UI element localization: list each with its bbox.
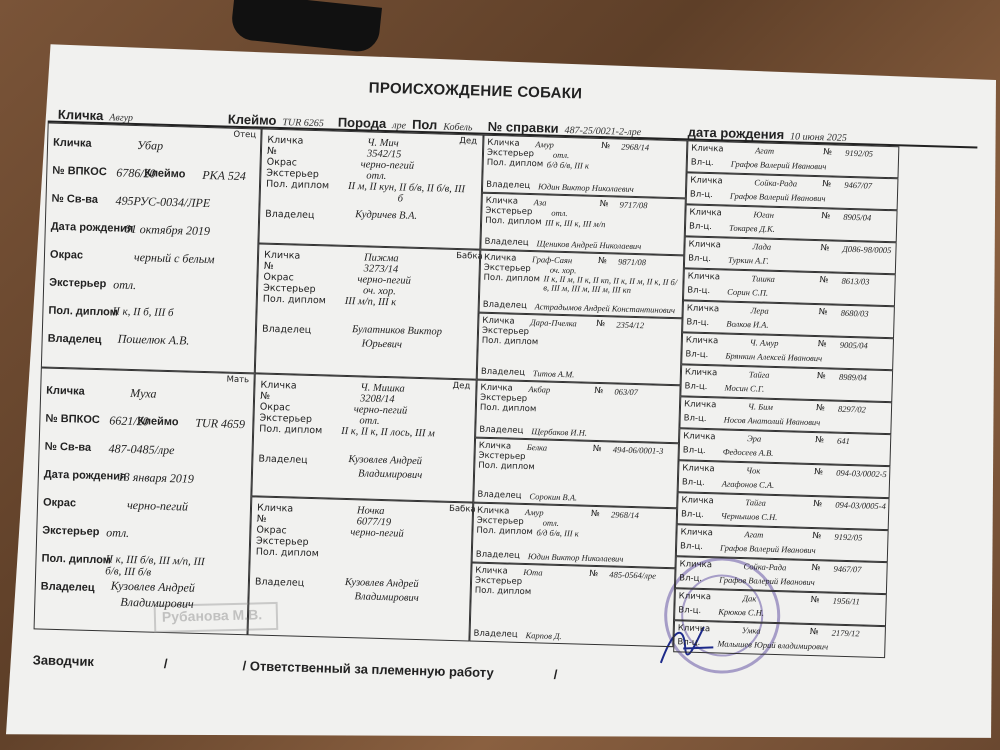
great-grandparent-name-label: Кличка	[487, 137, 520, 149]
great-grandparent-name: Дара-Пчелка	[530, 317, 577, 329]
grandparent-num: 3542/15	[366, 148, 402, 161]
great-grandparent-num: 2968/14	[610, 509, 639, 521]
great-grandparent-name: Белка	[526, 442, 548, 453]
great-grandparent-owner-label: Владелец	[473, 628, 518, 640]
great-grandparent-exterior: оч. хор.	[549, 264, 577, 276]
grandparent-num-label: №	[266, 145, 278, 157]
mother-brand-label: Клеймо	[137, 415, 179, 429]
father-diplomas-label: Пол. диплом	[48, 304, 118, 319]
ancestor-owner: Графов Валерий Иванович	[730, 158, 827, 172]
ancestor-num: 9192/05	[845, 147, 874, 159]
great-grandparent-exterior-label: Экстерьер	[483, 262, 531, 275]
ancestor-owner: Туркин А.Г.	[728, 254, 769, 266]
great-grandparent-owner: Юдин Виктор Николаевич	[527, 551, 624, 564]
ancestor-num: 9192/05	[834, 531, 863, 543]
header-dob: дата рождения 10 июня 2025	[687, 124, 847, 144]
great-grandparent-name: Граф-Саян	[531, 254, 573, 266]
mother-exterior-label: Экстерьер	[42, 524, 100, 539]
great-grandparent-exterior-label: Экстерьер	[481, 325, 530, 338]
great-grandparent-name-label: Кличка	[485, 195, 519, 207]
grandparent-exterior-label: Экстерьер	[263, 282, 316, 296]
great-grandparent-owner: Сорокин В.А.	[529, 491, 578, 503]
footer-breeder: Заводчик /	[32, 652, 168, 672]
ancestor-owner-label: Вл-ц.	[680, 509, 704, 520]
grandparent-owner-label: Владелец	[265, 208, 315, 222]
ancestor-num-label: №	[816, 371, 826, 382]
ancestor-owner-label: Вл-ц.	[690, 157, 714, 169]
ancestor-num: 094-03/0005-4	[835, 499, 886, 512]
mother-brand-value: TUR 4659	[195, 415, 246, 432]
ancestor-num: 9467/07	[833, 563, 862, 575]
header-name: Кличка Авгур	[57, 106, 134, 124]
great-grandparent-owner-label: Владелец	[479, 424, 524, 436]
father-exterior-value: отл.	[113, 277, 137, 293]
grandparent-owner: Кузовлев Андрей	[348, 454, 423, 468]
ancestor-num-label: №	[820, 243, 830, 254]
ancestor-name-label: Кличка	[689, 207, 722, 219]
ancestor-num: 9467/07	[844, 179, 873, 191]
great-grandparent-owner-label: Владелец	[477, 489, 522, 501]
grandparent-owner-2: Юрьевич	[361, 338, 403, 351]
ancestor-name: Сойка-Рада	[754, 177, 798, 189]
great-grandparent-exterior: отл.	[542, 517, 560, 528]
mother-owner-value-2: Владимирович	[120, 594, 194, 611]
header-breed: Порода лре Пол Кобель	[337, 114, 473, 134]
great-grandparent-owner: Щербаков И.Н.	[531, 426, 588, 438]
great-grandparent-owner-label: Владелец	[482, 299, 527, 311]
ancestor-name-label: Кличка	[684, 367, 718, 379]
ancestor-name-label: Кличка	[691, 143, 724, 155]
mother-svva-label: № Св-ва	[44, 440, 92, 454]
ancestor-name-label: Кличка	[686, 303, 720, 315]
ancestor-owner: Графов Валерий Иванович	[729, 190, 826, 204]
ancestor-num: 8680/03	[840, 307, 869, 319]
grandparent-diplomas: III м/п, III к	[344, 295, 397, 309]
great-grandparent-diplomas: б/д б/в, III к	[536, 527, 579, 539]
great-grandparent-num-label: №	[590, 508, 600, 520]
ancestor-num-label: №	[810, 595, 820, 606]
great-grandparent-owner: Карпов Д.	[525, 630, 562, 642]
ancestor-owner: Мосин С.Г.	[724, 382, 765, 394]
ancestor-name-label: Кличка	[688, 239, 722, 251]
father-brand-value: РКА 524	[202, 167, 247, 184]
great-grandparent-name-label: Кличка	[480, 382, 513, 394]
great-grandparent-diplomas-label: Пол. диплом	[486, 157, 544, 170]
ancestor-name-label: Кличка	[685, 335, 719, 347]
grandparent-name: Ч. Мич	[367, 137, 399, 150]
great-grandparent-num-label: №	[599, 198, 609, 210]
grandparent-diplomas-label: Пол. диплом	[259, 423, 323, 437]
great-grandparent-owner: Юдин Виктор Николаевич	[537, 181, 634, 194]
grandparent-diplomas-label: Пол. диплом	[265, 178, 330, 192]
great-grandparent-num: 2354/12	[616, 319, 645, 331]
ancestor-name-label: Кличка	[677, 623, 711, 635]
ancestor-num: 8989/04	[838, 371, 867, 383]
great-grandparent-owner-label: Владелец	[475, 549, 520, 561]
ancestor-num: 641	[836, 435, 851, 447]
ancestor-num-label: №	[814, 467, 824, 478]
ancestor-owner: Брянкин Алексей Иванович	[725, 350, 823, 364]
ancestor-num-label: №	[809, 627, 819, 638]
grandparent-color: черно-пегий	[357, 274, 411, 287]
great-grandparent-num-label: №	[597, 255, 608, 267]
great-grandparent-diplomas-label: Пол. диплом	[483, 272, 541, 285]
great-grandparent-num: 494-06/0001-3	[612, 444, 664, 456]
ancestor-num: 8905/04	[843, 211, 872, 223]
great-grandparent-num: 9871/08	[617, 256, 647, 268]
grandparent-diplomas-2: б	[397, 193, 404, 205]
grandparent-color: черно-пегий	[360, 159, 415, 172]
ancestor-owner-label: Вл-ц.	[683, 413, 707, 425]
ancestor-num-label: №	[811, 563, 821, 574]
great-grandparent-diplomas: III к, III к, III м/п	[544, 217, 606, 230]
great-grandparent-diplomas-label: Пол. диплом	[476, 525, 534, 538]
faded-name-stamp: Рубанова М.В.	[154, 602, 279, 633]
great-grandparent-name: Амур	[535, 139, 554, 150]
grandparent-exterior-label: Экстерьер	[259, 412, 313, 426]
great-grandparent-exterior: отл.	[552, 149, 570, 161]
grandparent-exterior: отл.	[359, 415, 380, 427]
grandparent-color-label: Окрас	[263, 271, 294, 284]
ancestor-name-label: Кличка	[687, 271, 721, 283]
great-grandparent-num-label: №	[601, 140, 611, 152]
ancestor-name: Юган	[753, 209, 775, 220]
grandparent-corner-label: Дед	[459, 136, 478, 147]
grandparent-num-label: №	[263, 260, 274, 272]
ancestor-owner: Малышев Юрий владимирович	[717, 638, 829, 652]
ancestor-owner: Волков И.А.	[726, 318, 769, 330]
great-grandparent-exterior-label: Экстерьер	[486, 147, 535, 160]
ancestor-owner-label: Вл-ц.	[684, 381, 708, 393]
grandparent-owner-label: Владелец	[261, 323, 312, 336]
father-corner-label: Отец	[233, 129, 257, 141]
grandparent-owner: Кудричев В.А.	[355, 209, 418, 222]
grandparent-color: черно-пегий	[350, 527, 404, 540]
grandparent-num: 3273/14	[363, 263, 399, 276]
grandparent-corner-label: Бабка	[455, 250, 483, 262]
great-grandparent-name: Акбар	[528, 384, 551, 395]
grandparent-num: 6077/19	[356, 516, 392, 529]
great-grandparent-exterior: отл.	[551, 207, 568, 219]
mother-vpkos-value: 6621/20	[109, 413, 149, 429]
great-grandparent-exterior-label: Экстерьер	[476, 515, 524, 527]
grandparent-diplomas-label: Пол. диплом	[255, 546, 319, 560]
mother-exterior-value: отл.	[106, 525, 130, 540]
ancestor-owner-label: Вл-ц.	[686, 317, 710, 329]
ancestor-owner-label: Вл-ц.	[679, 541, 704, 552]
ancestor-owner-label: Вл-ц.	[682, 445, 706, 457]
great-grandparent-name: Амур	[524, 507, 544, 518]
grandparent-corner-label: Дед	[452, 380, 471, 392]
great-grandparent-owner-label: Владелец	[480, 366, 526, 378]
grandparent-owner-label: Владелец	[258, 453, 308, 466]
ancestor-num-label: №	[821, 211, 831, 222]
ancestor-owner: Агафонов С.А.	[721, 478, 775, 490]
footer-responsible: / Ответственный за племенную работу /	[242, 658, 558, 682]
great-grandparent-name-label: Кличка	[478, 440, 512, 452]
grandparent-exterior-label: Экстерьер	[255, 535, 309, 548]
ancestor-owner: Чернышов С.Н.	[720, 510, 778, 523]
great-grandparent-num-label: №	[589, 568, 599, 580]
grandparent-name: Ночка	[356, 505, 385, 518]
grandparent-owner: Кузовлев Андрей	[344, 577, 419, 591]
great-grandparent-diplomas: II к, II м, II к, II кп, II к, II м, II к, II б/в, III м, III м, III м, III кп	[543, 273, 678, 295]
ancestor-owner: Графов Валерий Иванович	[719, 542, 816, 556]
ancestor-owner-label: Вл-ц.	[679, 573, 703, 584]
great-grandparent-num: 485-0564/лре	[609, 569, 657, 581]
grandparent-owner-2: Владимирович	[354, 591, 419, 605]
ancestor-owner: Крюков С.Н.	[718, 606, 765, 618]
document-title: ПРОИСХОЖДЕНИЕ СОБАКИ	[368, 79, 583, 103]
father-svva-label: № Св-ва	[51, 192, 99, 206]
great-grandparent-name: Юта	[523, 566, 543, 578]
ancestor-name: Тишка	[751, 273, 775, 284]
father-owner-label: Владелец	[47, 332, 102, 347]
ancestor-num: 8613/03	[841, 275, 870, 287]
ancestor-name-label: Кличка	[679, 559, 713, 571]
ancestor-owner-label: Вл-ц.	[689, 189, 713, 201]
grandparent-name-label: Кличка	[260, 379, 297, 392]
great-grandparent-num: 063/07	[614, 386, 639, 398]
ancestor-num-label: №	[813, 499, 823, 510]
father-name-value: Убар	[136, 138, 164, 153]
ancestor-num-label: №	[812, 531, 822, 542]
great-grandparent-owner: Астрадымов Андрей Константинович	[534, 301, 676, 316]
father-svva-value: 495РУС-0034/ЛРЕ	[115, 193, 211, 211]
mother-color-label: Окрас	[42, 496, 77, 510]
great-grandparent-num-label: №	[594, 385, 604, 397]
grandparent-color-label: Окрас	[266, 156, 298, 169]
mother-color-value: черно-пегий	[126, 497, 189, 514]
father-diplomas-value: II к, II б, III б	[112, 305, 174, 320]
great-grandparent-owner-label: Владелец	[484, 236, 529, 248]
ancestor-owner: Федосеев А.В.	[722, 446, 774, 458]
great-grandparent-exterior-label: Экстерьер	[474, 575, 523, 587]
great-grandparent-num-label: №	[596, 318, 606, 330]
ancestor-owner-label: Вл-ц.	[688, 221, 713, 233]
ancestor-name-label: Кличка	[682, 463, 715, 475]
ancestor-name: Ч. Бим	[747, 401, 773, 412]
great-grandparent-name-label: Кличка	[482, 315, 515, 327]
mother-vpkos-label: № ВПКОС	[45, 412, 100, 427]
great-grandparent-owner-label: Владелец	[485, 179, 531, 192]
father-brand-label: Клеймо	[144, 167, 186, 181]
mother-dob-label: Дата рождения	[43, 468, 127, 483]
grandparent-owner-label: Владелец	[254, 576, 305, 589]
great-grandparent-name-label: Кличка	[476, 505, 510, 517]
grandparent-num-label: №	[256, 513, 267, 525]
ancestor-name: Тайга	[748, 369, 770, 380]
mother-owner-value: Кузовлев Андрей	[110, 578, 196, 595]
great-grandparent-exterior-label: Экстерьер	[485, 205, 533, 218]
ancestor-owner-label: Вл-ц.	[678, 605, 702, 616]
mother-name-value: Муха	[129, 385, 157, 401]
ancestor-name-label: Кличка	[678, 591, 712, 603]
mother-corner-label: Мать	[226, 374, 250, 386]
ancestor-name-label: Кличка	[690, 175, 723, 187]
ancestor-owner: Токарев Д.К.	[728, 222, 775, 234]
ancestor-owner: Графов Валерий Иванович	[719, 574, 815, 588]
ancestor-num: 9005/04	[839, 339, 868, 351]
ancestor-name: Чок	[746, 465, 761, 476]
grandparent-owner: Булатников Виктор	[351, 324, 443, 338]
grandparent-diplomas: II м, II кун, II б/в, II б/в, III	[347, 180, 466, 196]
father-color-label: Окрас	[49, 248, 84, 262]
great-grandparent-diplomas-label: Пол. диплом	[481, 335, 539, 348]
great-grandparent-num: 9717/08	[619, 199, 648, 211]
mother-diplomas-value: II к, III б/в, III м/п, III б/в, III б/в	[105, 553, 205, 579]
mother-name-label: Кличка	[46, 384, 85, 398]
grandparent-name: Ч. Мишка	[360, 382, 405, 395]
ancestor-name: Агат	[755, 145, 775, 156]
grandparent-color-label: Окрас	[256, 524, 287, 537]
father-dob-value: 01 октября 2019	[124, 221, 211, 239]
ancestor-name: Агат	[744, 529, 764, 540]
ancestor-name: Дак	[742, 593, 757, 604]
great-grandparent-num: 2968/14	[621, 141, 650, 153]
mother-diplomas-label: Пол. диплом	[41, 552, 112, 567]
ancestor-num-label: №	[814, 435, 825, 446]
ancestor-num-label: №	[815, 403, 826, 414]
great-grandparent-owner: Щеников Андрей Николаевич	[536, 238, 642, 252]
ancestor-owner: Носов Анатолий Иванович	[723, 414, 821, 428]
great-grandparent-exterior-label: Экстерьер	[480, 392, 528, 405]
grandparent-color-label: Окрас	[259, 401, 291, 414]
ancestor-name-label: Кличка	[680, 527, 713, 539]
grandparent-num: 3208/14	[359, 393, 395, 406]
great-grandparent-diplomas: б/д б/в, III к	[546, 159, 590, 171]
ancestor-name: Лера	[750, 305, 769, 316]
ancestor-name: Сойка-Рада	[743, 561, 787, 573]
grandparent-num-label: №	[259, 390, 271, 402]
ancestor-name: Ч. Амур	[749, 337, 779, 349]
great-grandparent-name: Аза	[533, 197, 547, 208]
ancestor-num-label: №	[818, 307, 828, 318]
father-exterior-label: Экстерьер	[49, 276, 107, 291]
grandparent-owner-2: Владимирович	[357, 468, 423, 482]
father-vpkos-label: № ВПКОС	[52, 164, 107, 179]
ancestor-num-label: №	[823, 147, 833, 158]
great-grandparent-exterior-label: Экстерьер	[478, 450, 526, 462]
great-grandparent-diplomas-label: Пол. диплом	[479, 402, 537, 415]
ancestor-name: Лада	[752, 241, 772, 252]
father-name-label: Кличка	[52, 136, 92, 150]
ancestor-owner: Сорин С.П.	[727, 286, 769, 298]
father-owner-value: Пошелюк А.В.	[117, 331, 190, 348]
ancestor-name: Тайга	[745, 497, 767, 508]
ancestor-num: Д086-98/0005	[842, 243, 892, 256]
ancestor-owner-label: Вл-ц.	[677, 637, 701, 648]
great-grandparent-num-label: №	[592, 443, 602, 455]
grandparent-diplomas-label: Пол. диплом	[262, 293, 327, 307]
ancestor-num: 094-03/0002-5	[836, 467, 887, 480]
ancestor-num-label: №	[819, 275, 829, 286]
ancestor-name-label: Кличка	[683, 399, 717, 411]
grandparent-name-label: Кличка	[267, 134, 304, 147]
ancestor-num: 1956/11	[832, 595, 861, 607]
ancestor-num: 2179/12	[831, 627, 860, 639]
great-grandparent-diplomas-label: Пол. диплом	[474, 585, 532, 598]
ancestor-num: 8297/02	[837, 403, 867, 415]
great-grandparent-diplomas-label: Пол. диплом	[484, 215, 542, 228]
grandparent-exterior-label: Экстерьер	[266, 167, 319, 181]
grandparent-corner-label: Бабка	[448, 503, 476, 515]
grandparent-exterior: отл.	[366, 170, 387, 183]
grandparent-diplomas: II к, II к, II лось, III м	[341, 425, 435, 440]
header-brand: Клеймо TUR 6265	[227, 111, 324, 130]
ancestor-num-label: №	[817, 339, 827, 350]
father-color-value: черный с белым	[133, 249, 215, 267]
ancestor-num-label: №	[822, 179, 832, 190]
ancestor-name-label: Кличка	[683, 431, 716, 443]
pedigree-document	[12, 40, 980, 716]
grandparent-exterior: оч. хор.	[362, 285, 397, 298]
ancestor-name-label: Кличка	[681, 495, 714, 507]
father-dob-label: Дата рождения	[50, 220, 134, 235]
great-grandparent-owner: Титов А.М.	[532, 368, 575, 380]
ancestor-owner-label: Вл-ц.	[681, 477, 705, 489]
ancestor-owner-label: Вл-ц.	[685, 349, 709, 361]
mother-dob-value: 13 января 2019	[117, 469, 195, 486]
great-grandparent-name-label: Кличка	[475, 565, 508, 577]
mother-owner-label: Владелец	[40, 580, 95, 595]
ancestor-name: Умка	[741, 625, 761, 636]
mother-svva-value: 487-0485/лре	[108, 441, 175, 458]
grandparent-name-label: Кличка	[256, 502, 294, 515]
ancestor-owner-label: Вл-ц.	[687, 285, 711, 297]
great-grandparent-diplomas-label: Пол. диплом	[478, 460, 535, 473]
ancestor-name: Эра	[747, 433, 762, 444]
grandparent-color: черно-пегий	[353, 404, 408, 417]
header-certificate: № справки 487-25/0021-2-лре	[487, 118, 642, 139]
father-vpkos-value: 6786/20	[116, 165, 156, 181]
ancestor-owner-label: Вл-ц.	[688, 253, 712, 265]
great-grandparent-name-label: Кличка	[483, 252, 517, 264]
grandparent-name-label: Кличка	[263, 249, 301, 262]
grandparent-name: Пижма	[363, 252, 399, 265]
